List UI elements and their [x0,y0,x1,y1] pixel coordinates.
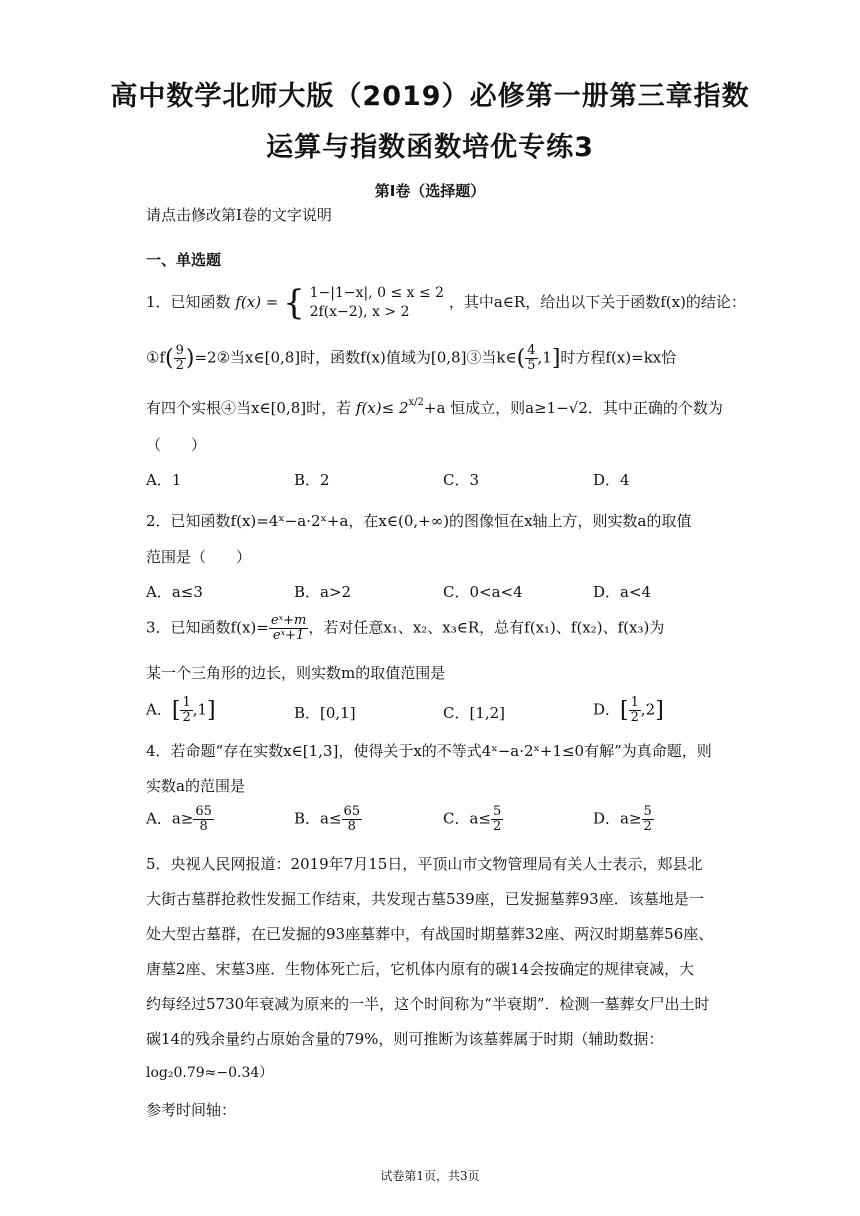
q4-option-b: B．a≤ $\frac{65}{8}$ [294,804,361,834]
q4-option-a: A．a≥ $\frac{65}{8}$ [146,804,212,834]
question-4-line1: 4．若命题“存在实数x∈[1,3]，使得关于x的不等式4ˣ−a·2ˣ+1≤0有解”为真命题，则 [146,742,712,760]
q2-option-c: C．0<a<4 [443,583,523,601]
q1-stmt2: =2②当x∈[0,8]时，函数f(x)值域为[0,8]③当k∈ [194,348,517,367]
question-5-line5: 约每经过5730年衰减为原来的一半，这个时间称为“半衰期”．检测一墓葬女尸出土时 [146,995,710,1013]
piecewise-cases [310,284,444,322]
q3-option-c: C．[1,2] [443,704,506,722]
fraction-9-2: $\frac{9}{2}$ [175,343,184,373]
q2-option-d: D．a<4 [593,583,652,601]
fraction-ex: $\frac{\text{eˣ+m}}{\text{eˣ+1}}$ [270,613,307,643]
q1-option-d: D．4 [593,471,630,489]
volume-note: 请点击修改第I卷的文字说明 [146,206,332,224]
q1-option-b: B．2 [294,471,330,489]
case-2: 2f(x−2), x > 2 [309,304,410,320]
q1-text-cont: ，其中a∈R，给出以下关于函数f(x)的结论： [448,293,746,311]
q1-stmt3: 时方程f(x)=kx恰 [560,348,677,367]
q1-stmt1: ①f [146,348,165,367]
section-single-choice: 一、单选题 [146,251,222,269]
q3-option-b: B．[0,1] [294,704,356,722]
question-1-line3: 有四个实根④当x∈[0,8]时，若 $f(x)\le 2^{x/2}+a$ 恒成立，则a≥1−√2．其中正确的个数为 [146,397,723,417]
exponent: x/2 [408,397,424,408]
question-2-line1: 2．已知函数f(x)=4ˣ−a·2ˣ+a，在x∈(0,+∞)的图像恒在x轴上方，则实数a的取值 [146,512,692,530]
q3-option-d: D．[ $\frac{1}{2}$ ,2] [593,695,664,725]
q1-option-a: A．1 [146,471,182,489]
question-5-line7: log₂0.79≈−0.34） [146,1065,274,1081]
question-2-line2: 范围是（ ） [146,548,252,566]
q2-option-b: B．a>2 [294,583,352,601]
q1-option-c: C．3 [443,471,480,489]
question-5-line3: 处大型古墓群，在已发掘的93座墓葬中，有战国时期墓葬32座、两汉时期墓葬56座、 [146,925,714,943]
q4-option-d: D．a≥ $\frac{5}{2}$ [593,804,652,834]
question-1-line2: ①f( $\frac{9}{2}$ )=2②当x∈[0,8]时，函数f(x)值域为[0,8]③当k∈( $\frac{4}{5}$ ,1]时方程f(x)=kx恰 [146,343,677,373]
question-4-line2: 实数a的范围是 [146,777,245,795]
q1-function: f(x) = [235,293,279,311]
page-title-line2: 运算与指数函数培优专练3 [266,132,594,163]
timeline-label: 参考时间轴： [146,1101,237,1119]
question-5-line4: 唐墓2座、宋墓3座．生物体死亡后，它机体内原有的碳14会按确定的规律衰减，大 [146,960,695,978]
question-5-line6: 碳14的残余量约占原始含量的79%，则可推断为该墓葬属于时期（辅助数据： [146,1030,664,1048]
question-1-line1 [146,283,746,323]
case-1: 1−|1−x|, 0 ≤ x ≤ 2 [309,285,445,301]
q2-option-a: A．a≤3 [146,583,203,601]
fraction-4-5: $\frac{4}{5}$ [527,343,536,373]
volume-title: 第I卷（选择题） [374,182,486,200]
brace-icon: { [283,283,305,323]
question-3-line2: 某一个三角形的边长，则实数m的取值范围是 [146,664,446,682]
question-5-line1: 5．央视人民网报道：2019年7月15日，平顶山市文物管理局有关人士表示，郏县北 [146,855,703,873]
question-5-line2: 大街古墓群抢救性发掘工作结束，共发现古墓539座，已发掘墓葬93座．该墓地是一 [146,890,704,908]
q1-text: 1．已知函数 [146,293,231,311]
q3-option-a: A．[ $\frac{1}{2}$ ,1] [146,695,216,725]
question-3-line1: 3．已知函数f(x)= $\frac{\text{eˣ+m}}{\text{eˣ+1}}$ ，若对任意x₁、x₂、x₃∈R，总有f(x₁)、f(x₂)、f(x₃)为 [146,613,665,643]
page-title-line1: 高中数学北师大版（2019）必修第一册第三章指数 [110,81,750,112]
page-footer: 试卷第1页，共3页 [380,1169,480,1183]
question-1-blank: （ ） [146,436,207,454]
q4-option-c: C．a≤ $\frac{5}{2}$ [443,804,502,834]
